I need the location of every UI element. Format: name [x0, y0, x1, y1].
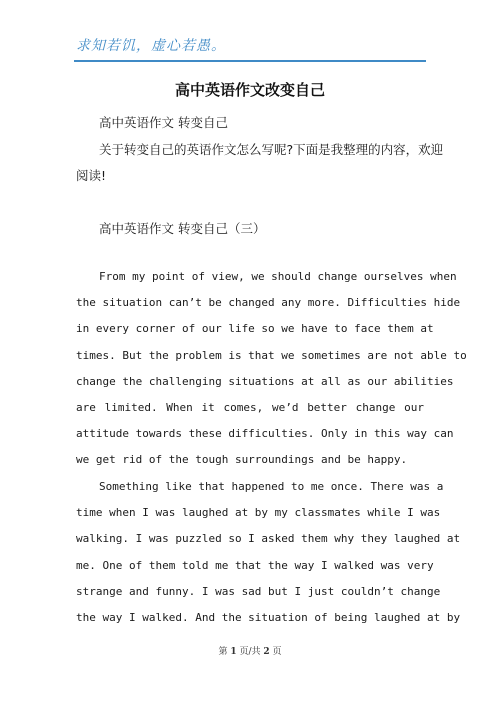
page-prefix: 第 [218, 647, 228, 657]
intro-line-1: 关于转变自己的英语作文怎么写呢?下面是我整理的内容，欢迎 [99, 142, 444, 157]
page-suffix: 页 [272, 647, 282, 657]
paragraph-line: From my point of view, we should change ourselves when [99, 270, 457, 283]
header-motto: 求知若饥，虚心若愚。 [76, 38, 226, 54]
paragraph-line: in every corner of our life so we have to face them at [76, 322, 434, 336]
paragraph-line: walking. I was puzzled so I asked them why they laughed at [76, 532, 461, 546]
paragraph-line: strange and funny. I was sad but I just couldn’t change [76, 584, 441, 598]
paragraph-line: we get rid of the tough surroundings and be happy. [76, 453, 408, 467]
paragraph-line: change the challenging situations at all as our abilities [76, 374, 454, 388]
intro-line-2: 阅读! [76, 168, 107, 183]
paragraph-line: me. One of them told me that the way I walked was very [76, 558, 434, 572]
paragraph-line: times. But the problem is that we sometimes are not able to [76, 348, 467, 362]
paragraph-line: the situation can’t be changed any more. Difficulties hide [76, 296, 461, 310]
header-divider [74, 60, 426, 62]
page-current: 1 [230, 647, 237, 657]
page-middle: 页/共 [239, 647, 261, 657]
paragraph-line: the way I walked. And the situation of being laughed at by [76, 611, 461, 624]
page-total: 2 [263, 647, 270, 657]
paragraph-line: time when I was laughed at by my classmates while I was [76, 506, 441, 520]
paragraph-line: Something like that happened to me once. There was a [99, 480, 444, 493]
paragraph-line: attitude towards these difficulties. Only in this way can [76, 427, 454, 441]
document-subtitle: 高中英语作文 转变自己 [99, 115, 228, 130]
document-title: 高中英语作文改变自己 [174, 81, 325, 99]
paragraph-line: are limited. When it comes, we’d better change our [76, 401, 424, 414]
section-heading: 高中英语作文 转变自己（三） [99, 221, 266, 236]
page-footer [0, 644, 500, 657]
